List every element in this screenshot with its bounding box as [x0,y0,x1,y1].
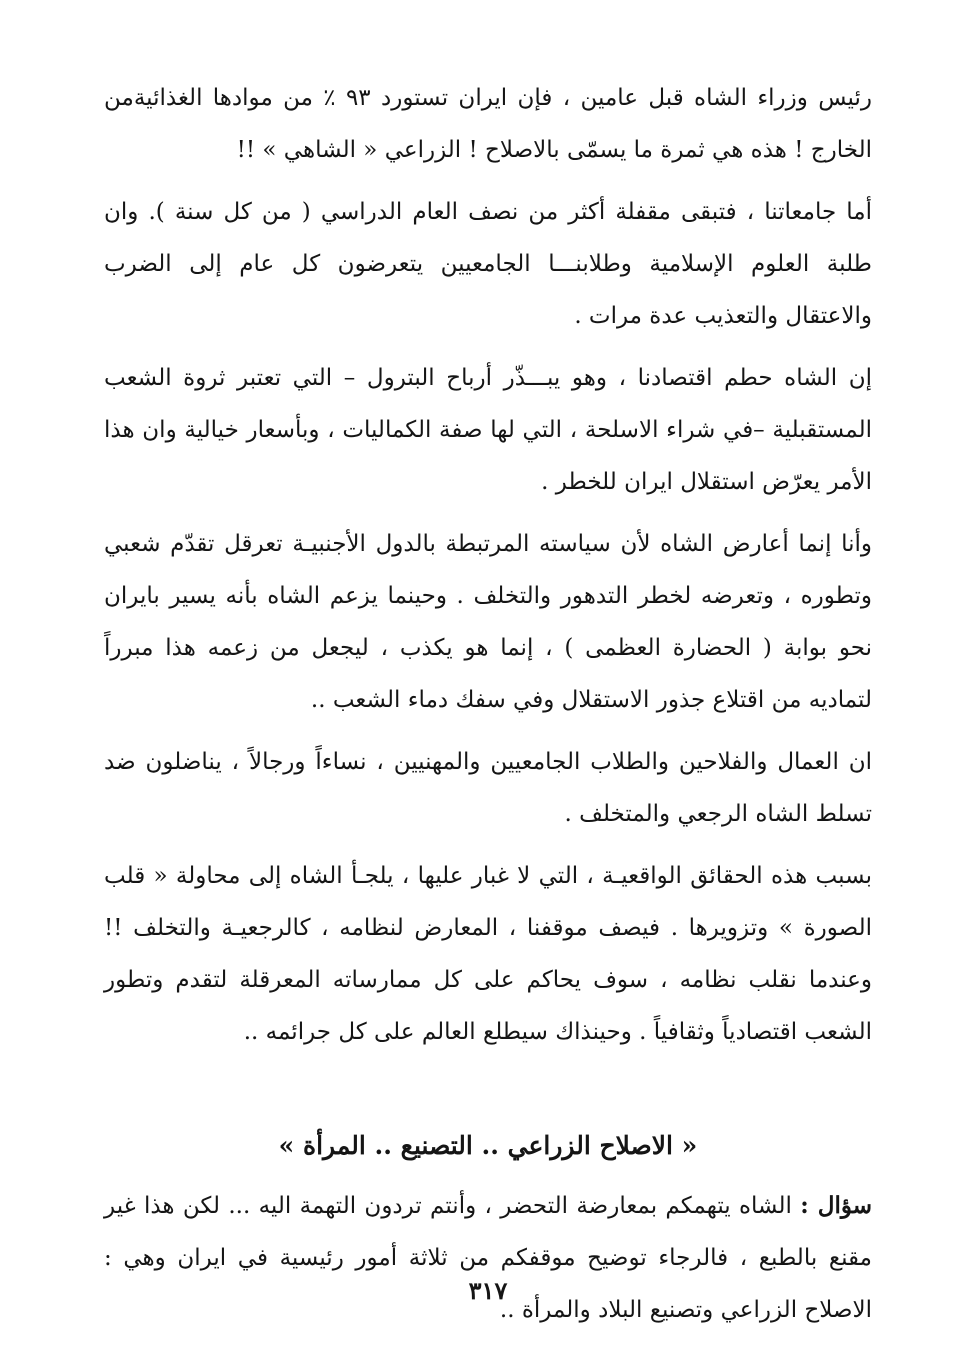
paragraph-2: أما جامعاتنا ، فتبقى مقفلة أكثر من نصف العام الدراسي ( من كل سنة ). وان طلبة العلوم الإسلامية وطلابنـــا الجامعيين يتعرضون كل عام إلى الضرب والاعتقال والتعذيب عدة مرات . [104,199,872,329]
paragraph-1: رئيس وزراء الشاه قبل عامين ، فإن ايران تستورد ٩٣ ٪ من موادها الغذائيةمن الخارج ! هذه هي ثمرة ما يسمّى بالاصلاح ! الزراعي « الشاهي » !! [104,85,872,163]
paragraph-3: إن الشاه حطم اقتصادنا ، وهو يبـــذّر أرباح البترول – التي تعتبر ثروة الشعب المستقبلية –في شراء الاسلحة ، التي لها صفة الكماليات ، وبأسعار خيالية وان هذا الأمر يعرّض استقلال ايران للخطر . [104,365,872,495]
paragraph-4: وأنا إنما أعارض الشاه لأن سياسته المرتبطة بالدول الأجنبيـة تعرقل تقدّم شعبي وتطوره ، وتعرضه لخطر التدهور والتخلف . وحينما يزعم الشاه بأنه يسير بايران نحو بوابة ( الحضارة العظمى ) ، إنما هو يكذب ، ليجعل من زعمه هذا مبرراً لتماديه من اقتلاع جذور الاستقلال وفي سفك دماء الشعب .. [104,531,872,713]
question-text: الشاه يتهمكم بمعارضة التحضر ، وأنتم تردون التهمة اليه ... لكن هذا غير مقنع بالطبع ، فالرجاء توضيح موقفكم من ثلاثة أمور رئيسية في ايران وهي : الاصلاح الزراعي وتصنيع البلاد والمرأة .. [104,1193,872,1323]
page-number: ٣١٧ [468,1276,508,1305]
section-heading: « الاصلاح الزراعي .. التصنيع .. المرأة » [278,1131,698,1160]
question-paragraph [104,1180,872,1336]
paragraph-6: بسبب هذه الحقائق الواقعيـة ، التي لا غبار عليها ، يلجـأ الشاه إلى محاولة « قلب الصورة » وتزويرها . فيصف موقفنا ، المعارض لنظامه ، كالرجعيـة والتخلف !! وعندما نقلب نظامه ، سوف يحاكم على كل ممارساته المعرقلة لتقدم وتطور الشعب اقتصادياً وثقافياً . وحينذاك سيطلع العالم على كل جرائمه .. [104,863,872,1045]
paragraph-5: ان العمال والفلاحين والطلاب الجامعيين والمهنيين ، نساءاً ورجالاً ، يناضلون ضد تسلط الشاه الرجعي والمتخلف . [104,749,872,827]
question-label: سؤال : [800,1192,873,1219]
